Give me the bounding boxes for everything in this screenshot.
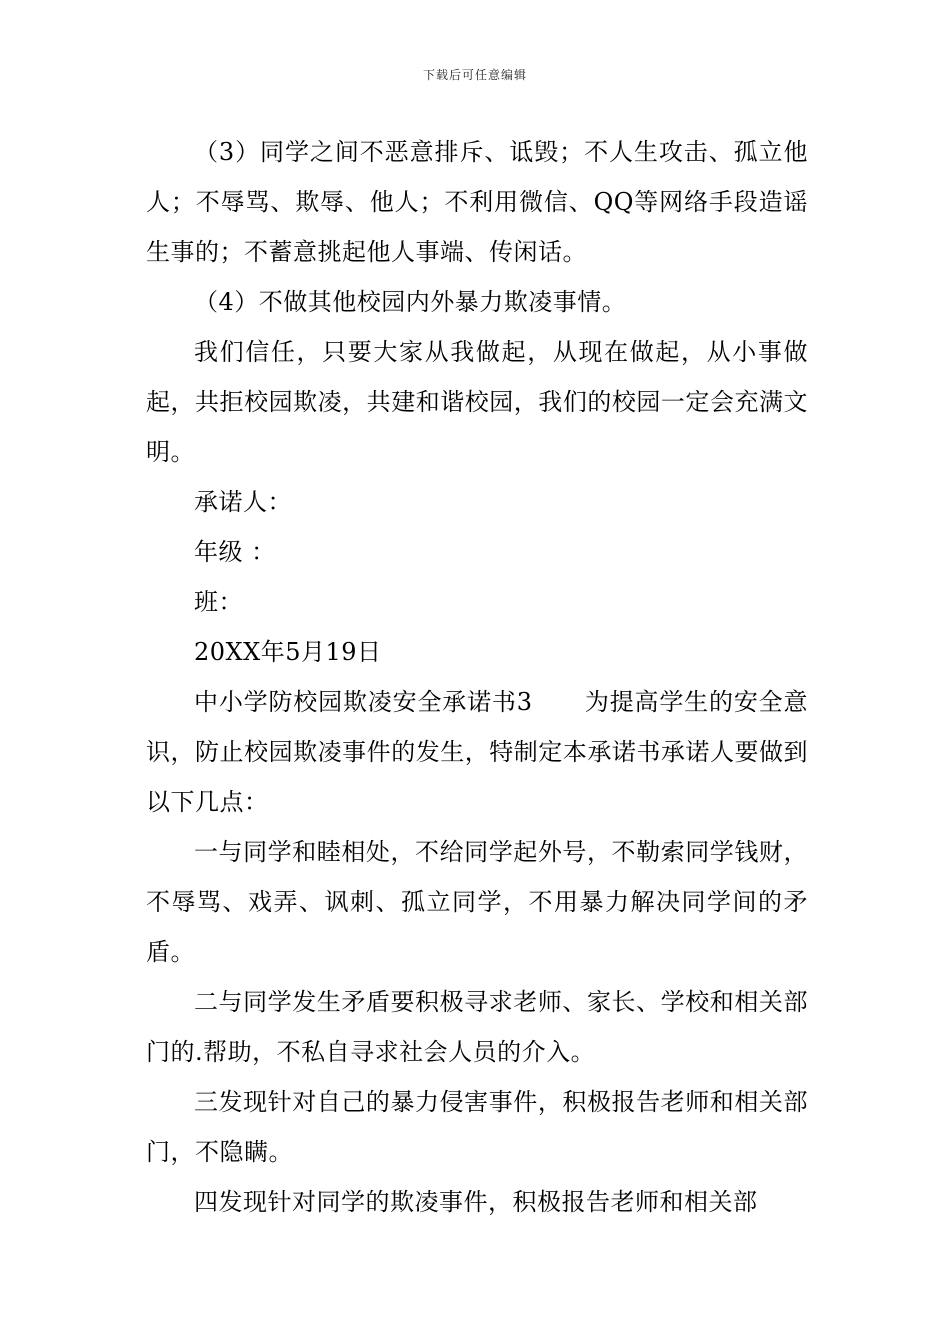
- section-3-intro-text: 为提高学生的安全意识，防止校园欺凌事件的发生，特制定本承诺书承诺人要做到以下几点：: [146, 688, 808, 816]
- document-body: [146, 127, 808, 1227]
- commitment-item-1: 一与同学和睦相处，不给同学起外号，不勒索同学钱财，不辱骂、戏弄、讽刺、孤立同学，不用暴力解决同学间的矛盾。: [146, 838, 808, 966]
- signature-class: 班：: [194, 588, 243, 616]
- paragraph-item-3: （3）同学之间不恶意排斥、诋毁；不人生攻击、孤立他人；不辱骂、欺辱、他人；不利用微信、QQ等网络手段造谣生事的；不蓄意挑起他人事端、传闲话。: [146, 138, 808, 266]
- section-3-intro: [146, 677, 808, 827]
- section-3-title: 中小学防校园欺凌安全承诺书3: [194, 688, 533, 716]
- signature-date: 20XX年5月19日: [194, 638, 382, 666]
- paragraph-item-4: （4）不做其他校园内外暴力欺凌事情。: [194, 288, 627, 316]
- commitment-item-2: 二与同学发生矛盾要积极寻求老师、家长、学校和相关部门的.帮助，不私自寻求社会人员的介入。: [146, 988, 808, 1066]
- commitment-item-3: 三发现针对自己的暴力侵害事件，积极报告老师和相关部门，不隐瞒。: [146, 1088, 808, 1166]
- paragraph-belief: 我们信任，只要大家从我做起，从现在做起，从小事做起，共拒校园欺凌，共建和谐校园，我们的校园一定会充满文明。: [146, 338, 808, 466]
- signature-grade: 年级 ：: [194, 538, 276, 566]
- header-note: 下载后可任意编辑: [422, 68, 527, 82]
- signature-promiser: 承诺人：: [194, 488, 292, 516]
- commitment-item-4: 四发现针对同学的欺凌事件，积极报告老师和相关部: [194, 1188, 758, 1216]
